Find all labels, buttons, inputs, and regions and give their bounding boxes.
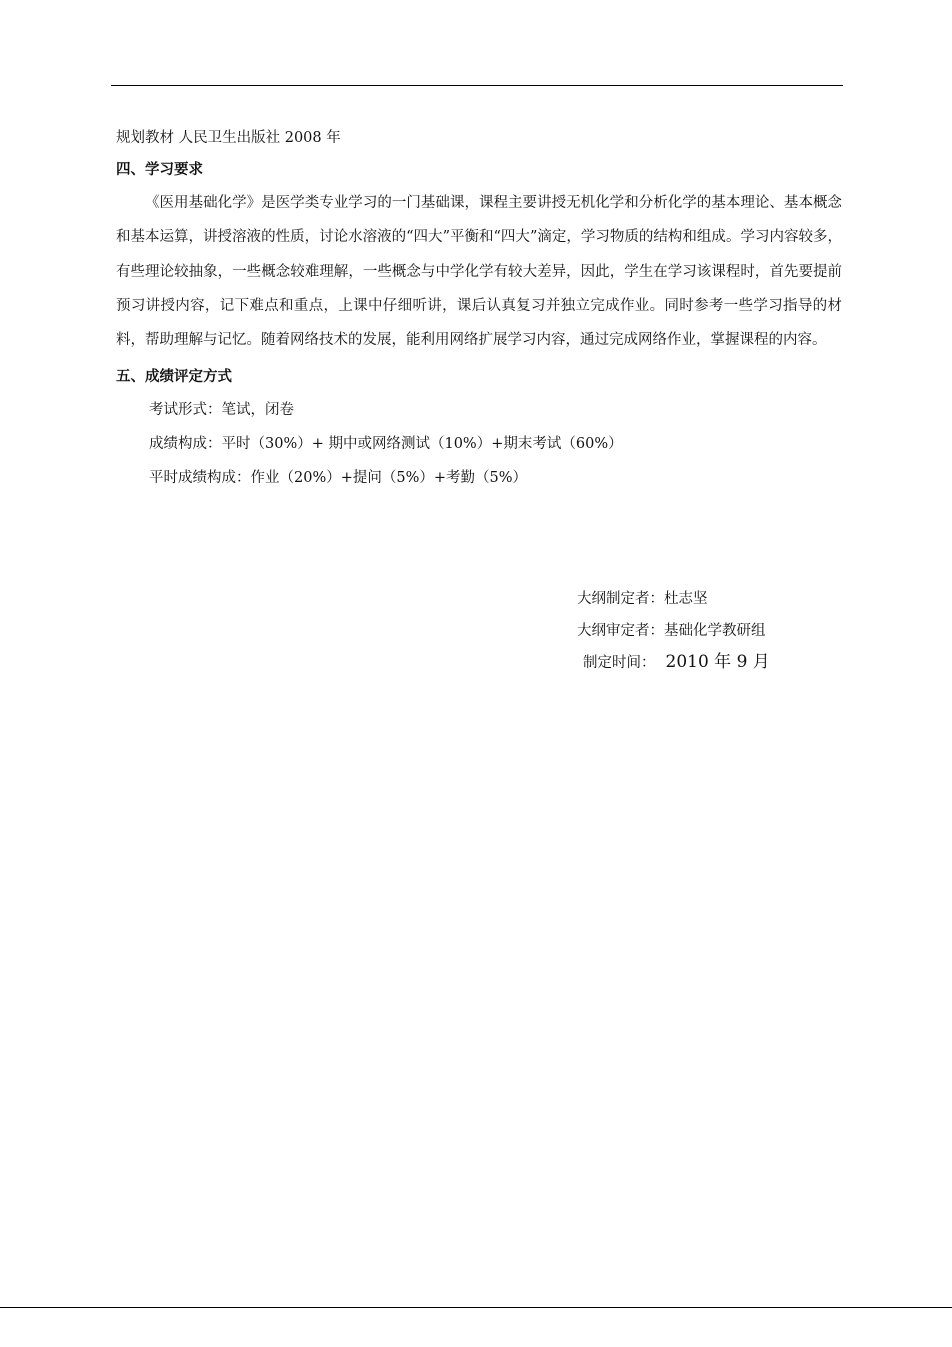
date-label: 制定时间： <box>583 655 656 671</box>
textbook-line: 规划教材 人民卫生出版社 2008 年 <box>116 130 341 146</box>
date-value: 2010 年 9 月 <box>665 652 770 672</box>
outline-reviewer: 大纲审定者：基础化学教研组 <box>577 623 766 639</box>
outline-author: 大纲制定者：杜志坚 <box>577 591 708 607</box>
document-body <box>116 122 842 495</box>
exam-form-line: 考试形式：笔试，闭卷 <box>149 402 294 419</box>
section-4-paragraph: 《医用基础化学》是医学类专业学习的一门基础课，课程主要讲授无机化学和分析化学的基本理论、基本概念和基本运算，讲授溶液的性质，讨论水溶液的“四大”平衡和“四大”滴定，学习物质的结构和组成。学习内容较多，有些理论较抽象，一些概念较难理解，一些概念与中学化学有较大差异，因此，学生在学习该课程时，首先要提前预习讲授内容，记下难点和重点，上课中仔细听讲，课后认真复习并独立完成作业。同时参考一些学习指导的材料，帮助理解与记忆。随着网络技术的发展，能利用网络扩展学习内容，通过完成网络作业，掌握课程的内容。 <box>116 195 842 349</box>
header-rule <box>111 85 843 86</box>
signature-block <box>577 584 770 678</box>
footer-rule <box>0 1307 952 1308</box>
regular-composition-line: 平时成绩构成：作业（20%）+提问（5%）+考勤（5%） <box>149 470 528 487</box>
section-5-heading: 五、成绩评定方式 <box>116 368 232 386</box>
grade-composition-line: 成绩构成：平时（30%）+ 期中或网络测试（10%）+期末考试（60%） <box>149 436 623 453</box>
section-4-heading: 四、学习要求 <box>116 161 203 178</box>
outline-date <box>577 646 770 678</box>
